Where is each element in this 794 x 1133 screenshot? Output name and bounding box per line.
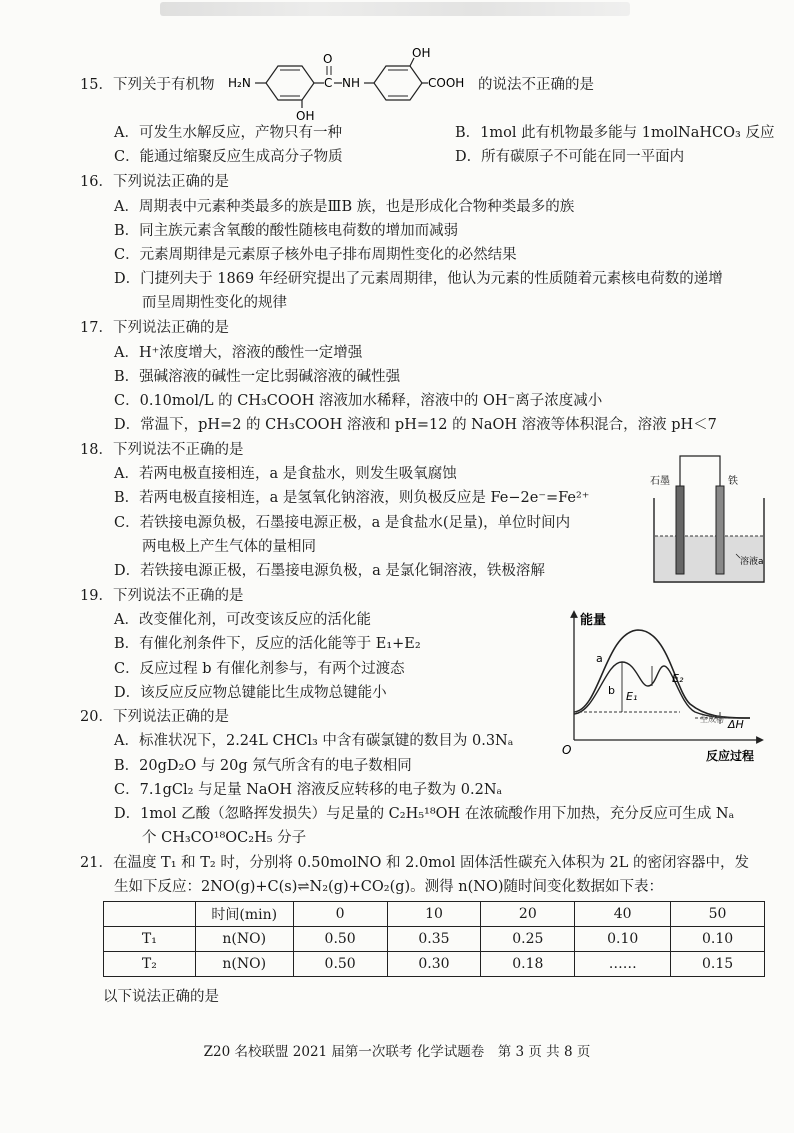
table-cell: T₁ [104,927,196,952]
q16-option-d-line2: 而呈周期性变化的规律 [142,295,287,311]
q18-option-c-line1: C．若铁接电源负极，石墨接电源正极，a 是食盐水(足量)，单位时间内 [114,515,571,531]
table-cell: 0.25 [481,927,575,952]
q20-option-b: B．20gD₂O 与 20g 氖气所含有的电子数相同 [114,758,412,774]
label-b: b [608,684,615,697]
table-cell: 50 [671,902,765,927]
table-cell: 0.10 [671,927,765,952]
curve-a [574,630,750,718]
table-cell: 0.50 [293,952,387,977]
q19-option-a: A．改变催化剂，可改变该反应的活化能 [114,612,371,628]
graphite-label: 石墨 [650,476,670,487]
oh-group-1: OH [296,109,315,123]
graphite-electrode [676,486,684,574]
label-a: a [596,652,603,665]
q15-option-d: D．所有碳原子不可能在同一平面内 [455,149,685,165]
table-cell: 0.50 [293,927,387,952]
table-cell: 0.10 [575,927,671,952]
product-label: 生成物 [700,715,724,724]
q16-option-b: B．同主族元素含氧酸的酸性随核电荷数的增加而减弱 [114,223,459,239]
q21-line1: 21．在温度 T₁ 和 T₂ 时，分别将 0.50molNO 和 2.0mol 固体活性碳充入体积为 2L 的密闭容器中，发 [80,855,750,871]
q19-option-b: B．有催化剂条件下，反应的活化能等于 E₁+E₂ [114,636,421,652]
q18-stem: 18．下列说法不正确的是 [80,442,244,458]
q20-option-a: A．标准状况下，2.24L CHCl₃ 中含有碳氯键的数目为 0.3Nₐ [114,733,514,749]
oh-group-2: OH [412,46,431,60]
q15-option-b: B．1mol 此有机物最多能与 1molNaHCO₃ 反应 [455,125,775,141]
x-axis-label: 反应过程 [706,749,755,763]
q18-option-b: B．若两电极直接相连，a 是氢氧化钠溶液，则负极反应是 Fe−2e⁻=Fe²⁺ [114,490,590,506]
q19-stem: 19．下列说法不正确的是 [80,588,244,604]
carbonyl-c: C [324,76,333,90]
table-row [104,927,765,952]
q21-data-table [103,901,765,977]
table-cell: 0.18 [481,952,575,977]
table-cell: 0.30 [387,952,481,977]
q21-after-table: 以下说法正确的是 [103,989,219,1005]
q17-stem: 17．下列说法正确的是 [80,320,229,336]
electrolysis-figure [640,450,780,590]
q18-option-c-line2: 两电极上产生气体的量相同 [142,539,316,555]
table-cell: 0.35 [387,927,481,952]
page-footer: Z20 名校联盟 2021 届第一次联考 化学试题卷 第 3 页 共 8 页 [203,1044,591,1060]
table-cell: n(NO) [195,952,293,977]
q17-option-d: D．常温下，pH=2 的 CH₃COOH 溶液和 pH=12 的 NaOH 溶液等体积混合，溶液 pH＜7 [114,417,717,433]
q19-option-c: C．反应过程 b 有催化剂参与，有两个过渡态 [114,661,405,677]
cooh-group: COOH [428,76,465,90]
q19-option-d: D．该反应反应物总键能比生成物总键能小 [114,685,387,701]
q21-line2: 生如下反应：2NO(g)+C(s)⇌N₂(g)+CO₂(g)。测得 n(NO)随时间变化数据如下表： [114,879,664,895]
q15-structure [228,46,478,124]
q20-stem: 20．下列说法正确的是 [80,709,229,725]
table-cell: 0 [293,902,387,927]
q18-option-d: D．若铁接电源正极，石墨接电源负极，a 是氯化铜溶液，铁极溶解 [114,563,545,579]
iron-electrode [716,486,724,574]
q17-option-a: A．H⁺浓度增大，溶液的酸性一定增强 [114,345,363,361]
q16-option-a: A．周期表中元素种类最多的族是ⅢB 族，也是形成化合物种类最多的族 [114,199,575,215]
q16-option-d-line1: D．门捷列夫于 1869 年经研究提出了元素周期律，他认为元素的性质随着元素核电荷数的递增 [114,271,723,287]
nh2-group: H₂N [228,76,251,90]
q16-stem: 16．下列说法正确的是 [80,174,229,190]
q15-option-a: A．可发生水解反应，产物只有一种 [114,125,342,141]
table-cell: T₂ [104,952,196,977]
table-cell [104,902,196,927]
q20-option-d-line1: D．1mol 乙酸（忽略挥发损失）与足量的 C₂H₅¹⁸OH 在浓硫酸作用下加热，充分反应可生成 Nₐ [114,806,735,822]
table-cell: 0.15 [671,952,765,977]
iron-label: 铁 [728,476,738,487]
table-cell: 40 [575,902,671,927]
table-row [104,952,765,977]
q20-option-c: C．7.1gCl₂ 与足量 NaOH 溶液反应转移的电子数为 0.2Nₐ [114,782,503,798]
q15-stem-suffix: 的说法不正确的是 [478,77,594,93]
curve-b [574,662,750,718]
q18-option-a: A．若两电极直接相连，a 是食盐水，则发生吸氧腐蚀 [114,466,457,482]
q15-option-c: C．能通过缩聚反应生成高分子物质 [114,149,343,165]
q20-option-d-line2: 个 CH₃CO¹⁸OC₂H₅ 分子 [142,830,307,846]
table-cell: 20 [481,902,575,927]
table-cell: 时间(min) [195,902,293,927]
table-cell: 10 [387,902,481,927]
nh-group: NH [342,76,360,90]
energy-diagram [560,604,780,764]
table-header-row [104,902,765,927]
q17-option-b: B．强碱溶液的碱性一定比弱碱溶液的碱性强 [114,369,401,385]
q16-option-c: C．元素周期律是元素原子核外电子排布周期性变化的必然结果 [114,247,517,263]
carbonyl-o: O [323,52,333,66]
label-e2: E₂ [672,672,684,685]
q15-stem-prefix: 15．下列关于有机物 [80,77,215,93]
label-e1: E₁ [626,690,638,703]
label-dh: ΔH [728,718,744,731]
solution-label: 溶液a [740,557,764,567]
y-axis-label: 能量 [580,613,607,628]
table-cell: …… [575,952,671,977]
q17-option-c: C．0.10mol/L 的 CH₃COOH 溶液加水稀释，溶液中的 OH⁻离子浓度减小 [114,393,603,409]
scan-artifact [160,2,630,16]
origin-label: O [562,743,572,757]
table-cell: n(NO) [195,927,293,952]
